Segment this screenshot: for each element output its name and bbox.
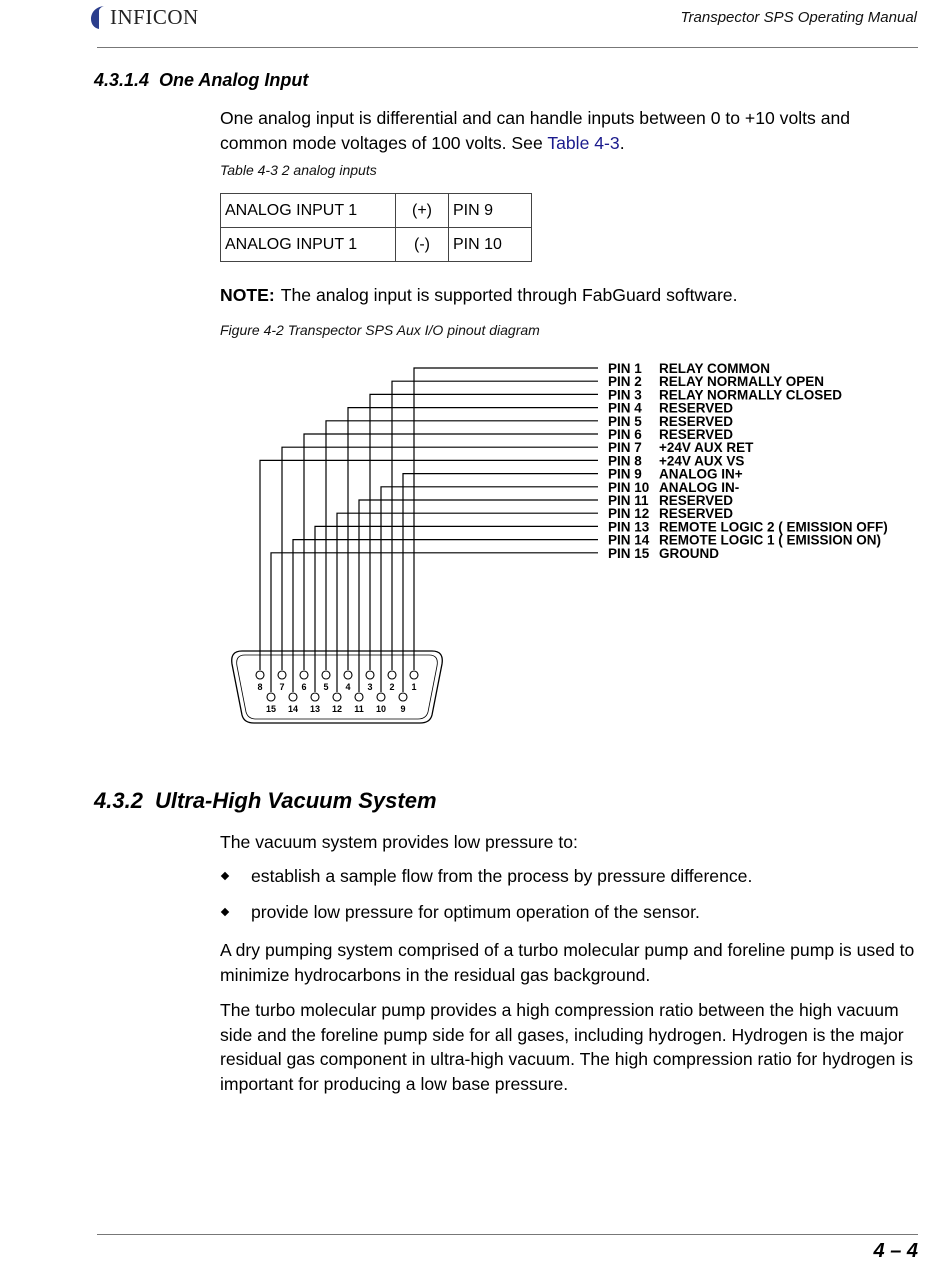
note-text: The analog input is supported through FabGuard software.: [280, 285, 738, 305]
section-number: 4.3.1.4: [94, 70, 150, 90]
pin-socket: [410, 671, 418, 679]
footer-rule: [97, 1234, 918, 1235]
pin-wire: [260, 460, 598, 670]
pin-number: 4: [345, 682, 351, 692]
pin-label: PIN 6: [608, 427, 642, 442]
pin-socket: [399, 693, 407, 701]
pin-number: 14: [287, 704, 299, 714]
pin-wire: [282, 447, 598, 670]
pin-description: RESERVED: [659, 493, 734, 508]
note-label: NOTE:: [220, 285, 275, 305]
table-cell: ANALOG INPUT 1: [221, 228, 396, 262]
pin-label: PIN 13: [608, 519, 650, 535]
pin-socket: [311, 693, 319, 701]
pin-description: GROUND: [659, 545, 719, 561]
pin-socket: [289, 693, 297, 701]
pin-label: PIN 2: [608, 374, 642, 390]
figure-caption: Figure 4-2 Transpector SPS Aux I/O pinout diagram: [220, 322, 540, 338]
pin-description: ANALOG IN-: [659, 479, 740, 495]
pin-socket: [278, 671, 286, 679]
table-cell: (+): [396, 194, 449, 228]
pin-description: RESERVED: [659, 427, 734, 442]
table-cell: PIN 9: [449, 194, 532, 228]
paragraph-text: One analog input is differential and can handle inputs between 0 to +10 volts and common mode voltages of 100 volts. See: [220, 108, 851, 153]
pin-label: PIN 10: [608, 479, 650, 495]
pin-socket: [322, 671, 330, 679]
pin-wire: [315, 526, 598, 692]
section-title: Ultra-High Vacuum System: [154, 788, 437, 813]
pin-number: 1: [411, 682, 417, 692]
pin-description: RESERVED: [659, 506, 734, 522]
section-number: 4.3.2: [94, 788, 143, 813]
list-item-text: provide low pressure for optimum operation of the sensor.: [251, 902, 700, 922]
pin-wire: [271, 553, 598, 692]
pin-wire: [359, 500, 598, 692]
vacuum-intro: The vacuum system provides low pressure to:: [220, 832, 578, 852]
pin-number: 2: [389, 682, 395, 692]
pin-description: RESERVED: [659, 413, 734, 429]
pin-label: PIN 15: [608, 545, 650, 561]
pin-description: RELAY COMMON: [659, 361, 771, 376]
table-cell: (-): [396, 228, 449, 262]
section-heading-432: [94, 788, 437, 814]
list-item-text: establish a sample flow from the process by pressure difference.: [251, 866, 753, 886]
pin-number: 8: [257, 682, 263, 692]
pin-wire: [403, 474, 598, 692]
pin-number: 5: [323, 682, 329, 692]
pin-label: PIN 9: [608, 466, 642, 482]
bullet-icon: [221, 872, 229, 880]
pin-wire: [414, 368, 598, 670]
pin-number: 6: [301, 682, 307, 692]
pin-number: 3: [367, 682, 373, 692]
pin-label: PIN 5: [608, 413, 642, 429]
pin-description: +24V AUX VS: [659, 453, 745, 469]
pin-description: +24V AUX RET: [659, 440, 754, 456]
paragraph-end: .: [619, 132, 625, 153]
pin-number: 11: [354, 704, 364, 714]
bullet-icon: [221, 908, 229, 916]
logo-text: INFICON: [110, 4, 199, 29]
pin-number: 15: [265, 704, 277, 714]
table-caption: Table 4-3 2 analog inputs: [220, 162, 377, 178]
pin-socket: [388, 671, 396, 679]
pin-socket: [366, 671, 374, 679]
pin-description: RELAY NORMALLY OPEN: [659, 374, 825, 390]
pin-wire: [392, 381, 598, 670]
pin-label: PIN 14: [608, 532, 650, 548]
pin-number: 9: [400, 704, 406, 714]
turbo-pump-paragraph: The turbo molecular pump provides a high compression ratio between the high vacuum side and the foreline pump side for all gases, including hydrogen. Hydrogen is the major residual gas component in ultra-high vacuum. The high compression ratio for hydrogen is important for producing a low base pressure.: [220, 1000, 914, 1094]
pin-label: PIN 4: [608, 400, 642, 416]
pin-label: PIN 7: [608, 440, 642, 456]
pin-description: REMOTE LOGIC 2 ( EMISSION OFF): [659, 519, 888, 535]
pin-description: ANALOG IN+: [659, 466, 743, 482]
pin-label: PIN 3: [608, 387, 642, 403]
pin-socket: [377, 693, 385, 701]
pumping-paragraph: A dry pumping system comprised of a turbo molecular pump and foreline pump is used to minimize hydrocarbons in the residual gas background.: [220, 940, 915, 985]
table-4-3-link[interactable]: Table 4-3: [547, 132, 620, 153]
pin-number: 12: [331, 704, 343, 714]
pin-number: 13: [309, 704, 321, 714]
pin-socket: [300, 671, 308, 679]
manual-title: Transpector SPS Operating Manual: [680, 9, 917, 26]
pin-socket: [256, 671, 264, 679]
pin-number: 10: [375, 704, 387, 714]
pin-label: PIN 12: [608, 506, 650, 522]
pin-wire: [293, 540, 598, 692]
pin-wire: [326, 421, 598, 670]
pin-description: RELAY NORMALLY CLOSED: [659, 387, 843, 403]
pin-socket: [333, 693, 341, 701]
pin-description: RESERVED: [659, 400, 734, 416]
section-title: One Analog Input: [159, 70, 309, 90]
pin-label: PIN 8: [608, 453, 642, 469]
page-number: 4 – 4: [873, 1240, 918, 1262]
pin-wire: [370, 394, 598, 670]
pin-socket: [355, 693, 363, 701]
table-cell: PIN 10: [449, 228, 532, 262]
pin-description: REMOTE LOGIC 1 ( EMISSION ON): [659, 532, 882, 548]
pin-label: PIN 11: [608, 493, 649, 508]
pin-label: PIN 1: [608, 361, 642, 376]
pin-number: 7: [279, 682, 285, 692]
pin-socket: [344, 671, 352, 679]
table-cell: ANALOG INPUT 1: [221, 194, 396, 228]
pin-socket: [267, 693, 275, 701]
